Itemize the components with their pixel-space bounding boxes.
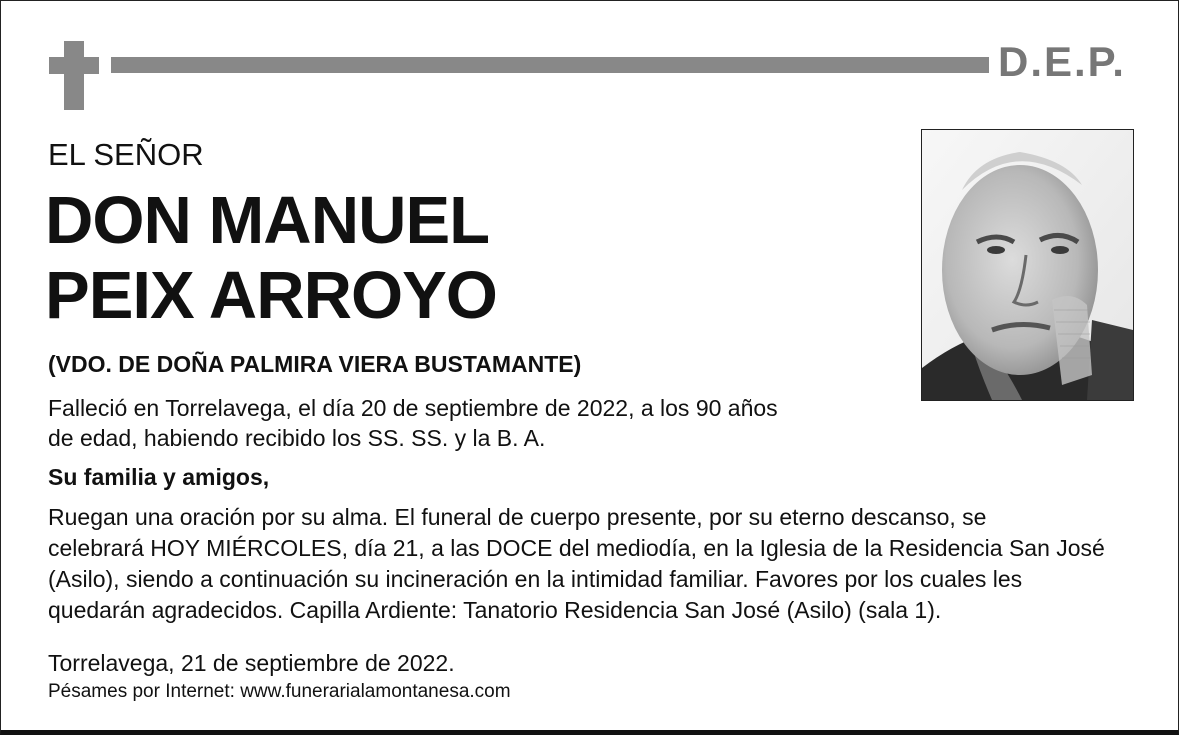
header-rule xyxy=(111,57,989,73)
condolences-link[interactable]: Pésames por Internet: www.funerarialamontanesa.com xyxy=(48,681,511,702)
prayer-line-1: Ruegan una oración por su alma. El funeral de cuerpo presente, por su eterno descanso, se xyxy=(48,504,987,530)
place-date: Torrelavega, 21 de septiembre de 2022. xyxy=(48,650,455,676)
name-line-1: DON MANUEL xyxy=(45,183,490,258)
deceased-name xyxy=(45,183,497,333)
prayer-line-4: quedarán agradecidos. Capilla Ardiente: Tanatorio Residencia San José (Asilo) (sala 1). xyxy=(48,597,942,623)
cross-icon-bar xyxy=(49,57,99,74)
widower-note: (VDO. DE DOÑA PALMIRA VIERA BUSTAMANTE) xyxy=(48,351,582,377)
prayer-paragraph xyxy=(48,502,1158,626)
family-line: Su familia y amigos, xyxy=(48,464,270,490)
death-line-1: Falleció en Torrelavega, el día 20 de septiembre de 2022, a los 90 años xyxy=(48,395,778,421)
dep-label: D.E.P. xyxy=(998,38,1126,85)
death-details xyxy=(48,393,848,453)
name-line-2: PEIX ARROYO xyxy=(45,258,497,333)
prayer-line-3: (Asilo), siendo a continuación su incineración en la intimidad familiar. Favores por los cuales les xyxy=(48,566,1023,592)
portrait-photo xyxy=(921,129,1134,401)
portrait-image xyxy=(922,130,1133,400)
death-line-2: de edad, habiendo recibido los SS. SS. y la B. A. xyxy=(48,425,546,451)
prayer-line-2: celebrará HOY MIÉRCOLES, día 21, a las DOCE del mediodía, en la Iglesia de la Residencia San José xyxy=(48,535,1105,561)
honorific: EL SEÑOR xyxy=(48,137,204,172)
cross-icon xyxy=(64,41,84,110)
